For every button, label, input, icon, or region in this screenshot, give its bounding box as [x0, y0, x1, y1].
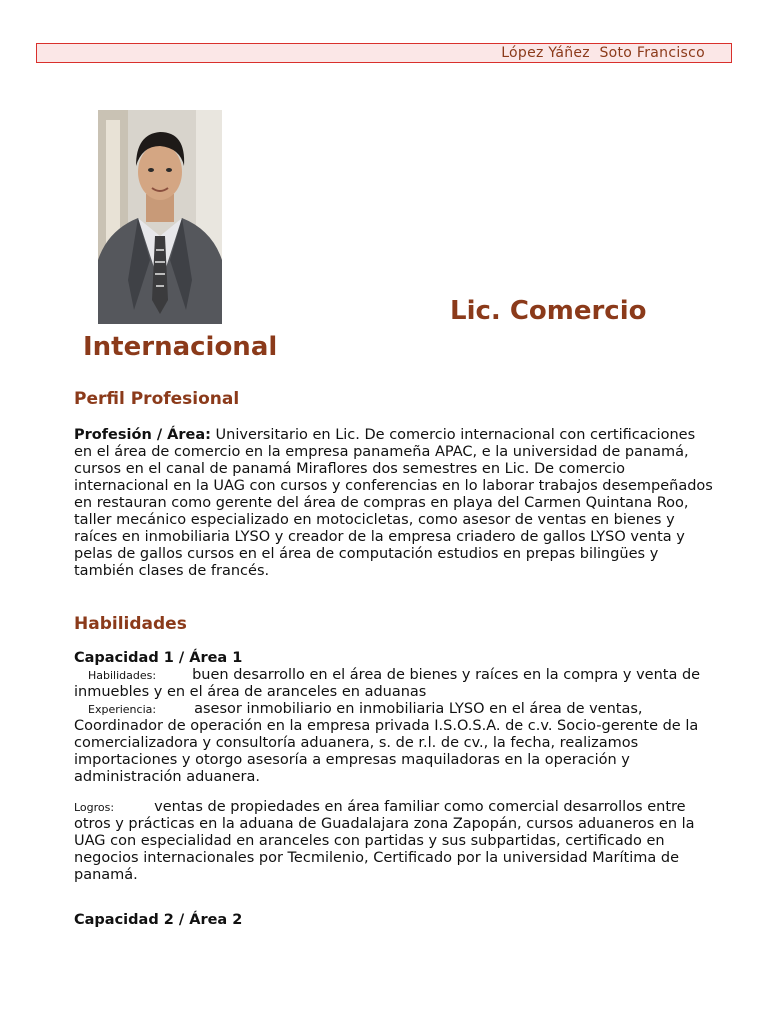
perfil-paragraph — [74, 427, 714, 580]
header-bar — [36, 43, 732, 63]
experiencia-text: asesor inmobiliario en inmobiliaria LYSO en el área de ventas, Coordinador de operación en la empresa privada I.S.O.S.A. de c.v. Socio-gerente de la comercializadora y consultoría aduanera, s. de r.l. de cv., la fecha, realizamos importaciones y otorgo asesoría a empresas maquiladoras en la operación y administración aduanera. — [74, 701, 699, 785]
job-title-line1: Lic. Comercio — [450, 296, 647, 326]
logros-text: ventas de propiedades en área familiar como comercial desarrollos entre otros y prácticas en la aduana de Guadalajara zona Zapopán, cursos aduaneros en la UAG con especialidad en aranceles con partidas y sus subpartidas, certificado en negocios internacionales por Tecmilenio, Certificado por la universidad Marítima de panamá. — [74, 799, 695, 883]
habilidades-paragraph — [74, 667, 714, 701]
experiencia-label: Experiencia: — [88, 703, 157, 716]
job-title-line2: Internacional — [83, 332, 278, 362]
habilidades-heading: Habilidades — [74, 614, 187, 634]
profesion-label: Profesión / Área: — [74, 427, 211, 443]
habilidades-text: buen desarrollo en el área de bienes y raíces en la compra y venta de inmuebles y en el área de aranceles en aduanas — [74, 667, 701, 700]
perfil-heading: Perfil Profesional — [74, 389, 240, 409]
capacidad1-title: Capacidad 1 / Área 1 — [74, 650, 243, 666]
experiencia-paragraph — [74, 701, 714, 786]
profesion-text: Universitario en Lic. De comercio internacional con certificaciones en el área de comercio en la empresa panameña APAC, e la universidad de panamá, cursos en el canal de panamá Miraflores dos semestres en Lic. De comercio internacional en la UAG con cursos y conferencias en lo laborar trabajos desempeñados en restauran como gerente del área de compras en playa del Carmen Quintana Roo, taller mecánico especializado en motocicletas, como asesor de ventas en bienes y raíces en inmobiliaria LYSO y creador de la empresa criadero de gallos LYSO venta y pelas de gallos cursos en el área de computación estudios en prepas bilingües y también clases de francés. — [74, 427, 713, 579]
candidate-name: López Yáñez Soto Francisco — [501, 45, 705, 61]
logros-label: Logros: — [74, 801, 115, 814]
habilidades-label: Habilidades: — [88, 669, 157, 682]
profile-photo — [98, 110, 222, 324]
logros-paragraph — [74, 799, 714, 884]
capacidad2-title: Capacidad 2 / Área 2 — [74, 912, 243, 928]
